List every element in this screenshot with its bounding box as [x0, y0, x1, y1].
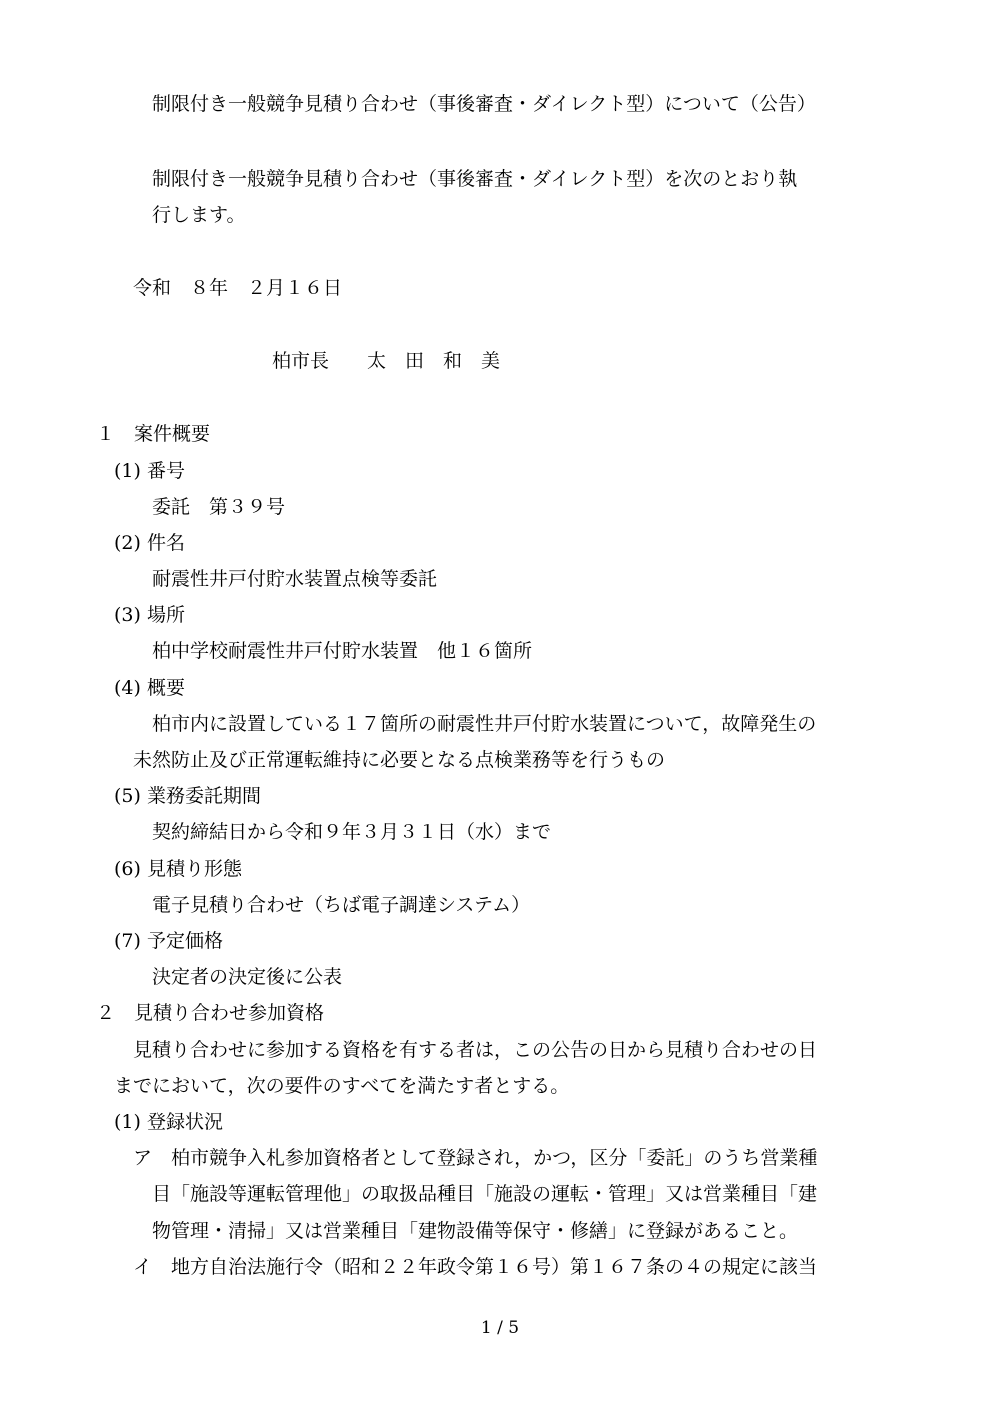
item-number-label: (1) 番号 [114, 460, 185, 482]
section2-heading: ２ 見積り合わせ参加資格 [96, 1002, 325, 1024]
item-summary-line-1: 柏市内に設置している１７箇所の耐震性井戸付貯水装置について，故障発生の [152, 713, 817, 735]
intro-line-2: 行します。 [152, 204, 246, 226]
section2-para-line-2: までにおいて，次の要件のすべてを満たす者とする。 [114, 1075, 570, 1097]
item-summary-label: (4) 概要 [114, 677, 185, 699]
item-period-value: 契約締結日から令和９年３月３１日（水）まで [152, 821, 552, 843]
item-price-value: 決定者の決定後に公表 [152, 966, 343, 988]
section1-heading: １ 案件概要 [96, 423, 211, 445]
item-number-value: 委託 第３９号 [152, 496, 286, 518]
document-title: 制限付き一般競争見積り合わせ（事後審査・ダイレクト型）について（公告） [152, 93, 816, 115]
item-name-value: 耐震性井戸付貯水装置点検等委託 [152, 568, 438, 590]
item-a-line-1: ア 柏市競争入札参加資格者として登録され，かつ，区分「委託」のうち営業種 [133, 1147, 818, 1169]
section2-para-line-1: 見積り合わせに参加する資格を有する者は，この公告の日から見積り合わせの日 [133, 1039, 818, 1061]
item-a-line-2: 目「施設等運転管理他」の取扱品種目「施設の運転・管理」又は営業種目「建 [152, 1183, 818, 1205]
item-place-label: (3) 場所 [114, 604, 185, 626]
item-a-line-3: 物管理・清掃」又は営業種目「建物設備等保守・修繕」に登録があること。 [152, 1220, 799, 1242]
registration-label: (1) 登録状況 [114, 1111, 223, 1133]
item-name-label: (2) 件名 [114, 532, 185, 554]
item-format-value: 電子見積り合わせ（ちば電子調達システム） [152, 894, 531, 916]
item-place-value: 柏中学校耐震性井戸付貯水装置 他１６箇所 [152, 640, 533, 662]
item-format-label: (6) 見積り形態 [114, 858, 242, 880]
item-period-label: (5) 業務委託期間 [114, 785, 261, 807]
intro-line-1: 制限付き一般競争見積り合わせ（事後審査・ダイレクト型）を次のとおり執 [152, 168, 798, 190]
page-number: 1 / 5 [480, 1318, 520, 1338]
item-summary-line-2: 未然防止及び正常運転維持に必要となる点検業務等を行うもの [133, 749, 666, 771]
item-i-line-1: イ 地方自治法施行令（昭和２２年政令第１６号）第１６７条の４の規定に該当 [133, 1256, 818, 1278]
notice-date: 令和 ８年 ２月１６日 [133, 277, 343, 299]
issuer-name: 柏市長 太 田 和 美 [272, 350, 501, 372]
item-price-label: (7) 予定価格 [114, 930, 223, 952]
